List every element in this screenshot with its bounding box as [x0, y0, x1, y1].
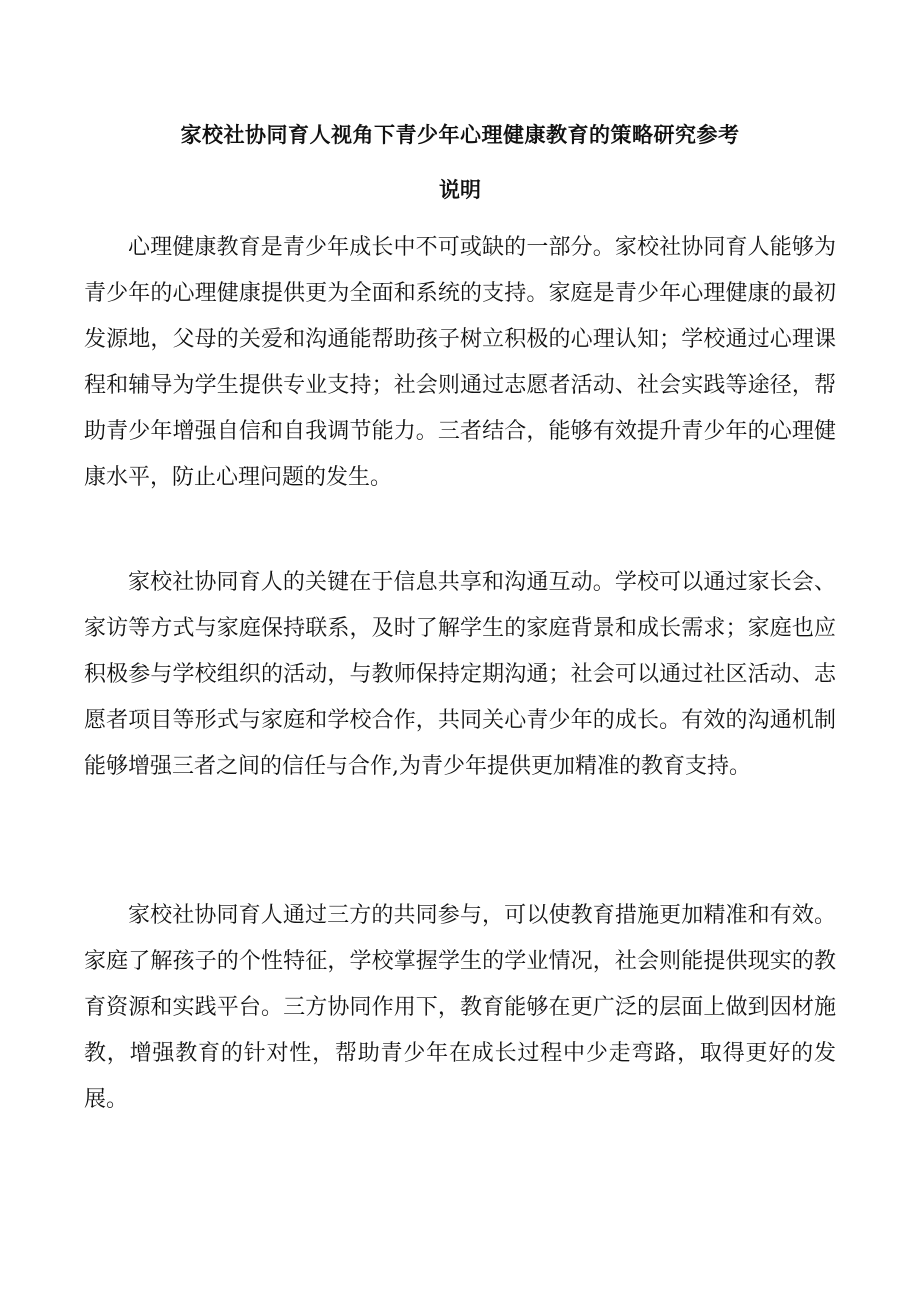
paragraph: 心理健康教育是青少年成长中不可或缺的一部分。家校社协同育人能够为青少年的心理健康提供更为全面和系统的支持。家庭是青少年心理健康的最初发源地，父母的关爱和沟通能帮助孩子树立积极的心理认知；学校通过心理课程和辅导为学生提供专业支持；社会则通过志愿者活动、社会实践等途径，帮助青少年增强自信和自我调节能力。三者结合，能够有效提升青少年的心理健康水平，防止心理问题的发生。 [84, 235, 836, 490]
section-heading: 说明 [439, 177, 481, 202]
paragraph: 家校社协同育人通过三方的共同参与，可以使教育措施更加精准和有效。家庭了解孩子的个性特征，学校掌握学生的学业情况，社会则能提供现实的教育资源和实践平台。三方协同作用下，教育能够在更广泛的层面上做到因材施教，增强教育的针对性，帮助青少年在成长过程中少走弯路，取得更好的发展。 [84, 903, 836, 1112]
document-title: 家校社协同育人视角下青少年心理健康教育的策略研究参考 [180, 122, 740, 147]
paragraph: 家校社协同育人的关键在于信息共享和沟通互动。学校可以通过家长会、家访等方式与家庭保持联系，及时了解学生的家庭背景和成长需求；家庭也应积极参与学校组织的活动，与教师保持定期沟通；社会可以通过社区活动、志愿者项目等形式与家庭和学校合作，共同关心青少年的成长。有效的沟通机制能够增强三者之间的信任与合作,为青少年提供更加精准的教育支持。 [84, 570, 836, 779]
